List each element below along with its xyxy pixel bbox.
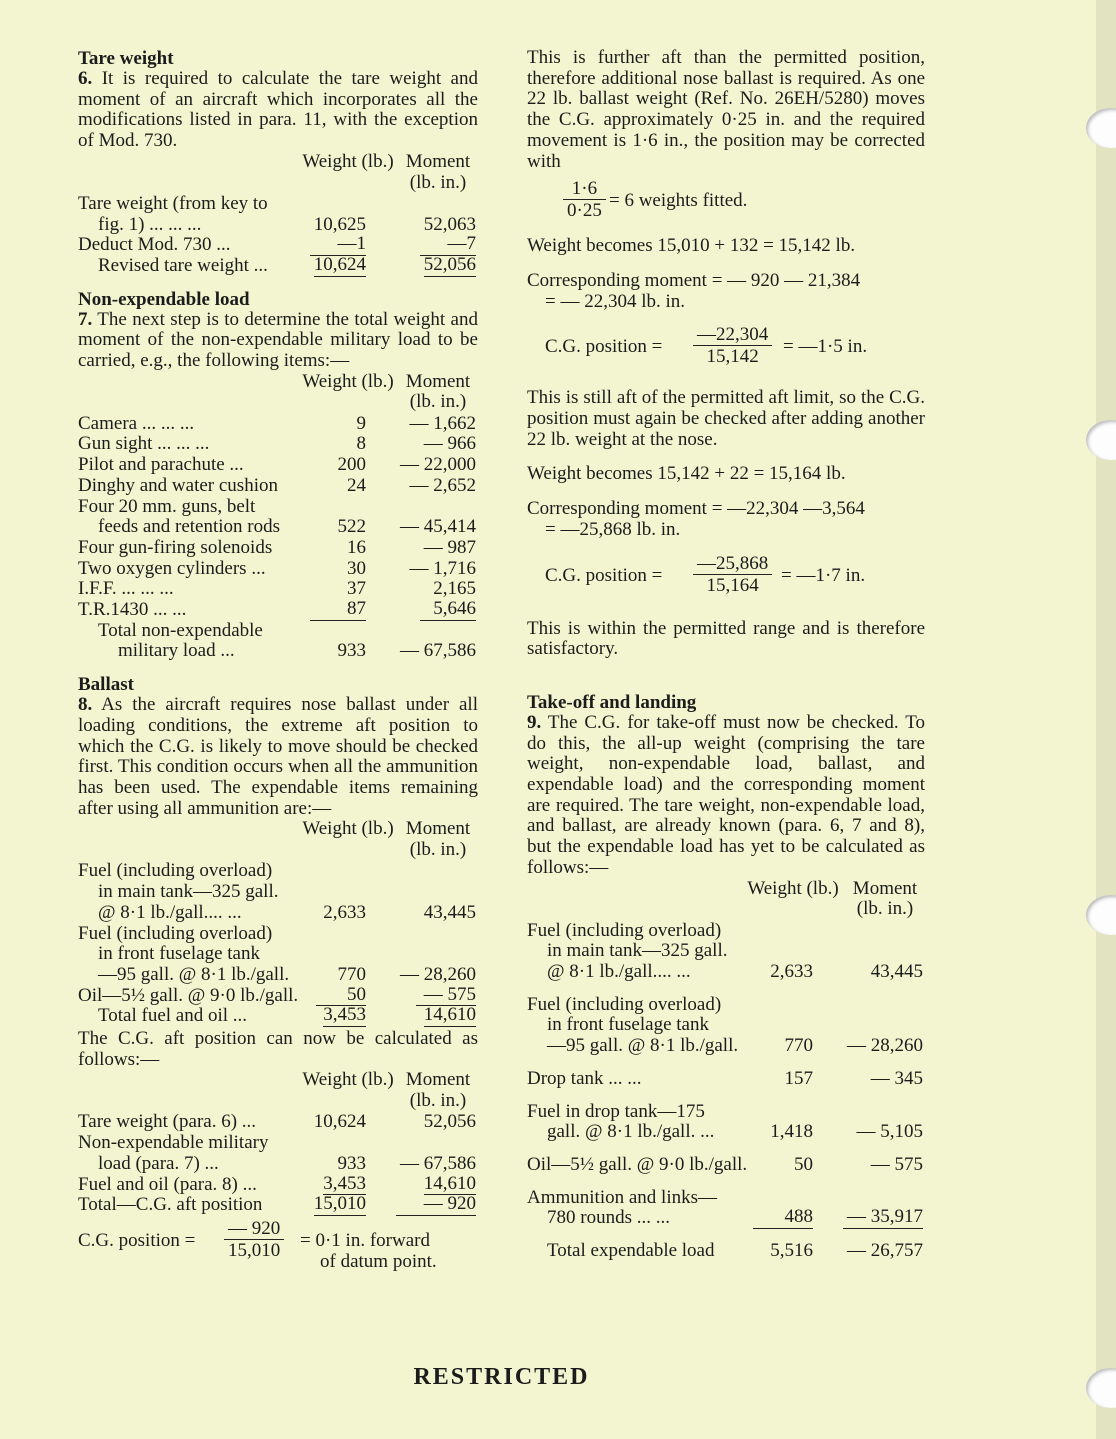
row-label: in main tank—325 gall. <box>547 940 728 962</box>
weight-column-header: Weight (lb.) <box>747 877 839 899</box>
row-label: in main tank—325 gall. <box>98 881 279 903</box>
moment-value: — 28,260 <box>847 1035 923 1057</box>
table-row <box>78 476 478 497</box>
table-row <box>78 1006 478 1027</box>
weights-fitted-result: = 6 weights fitted. <box>609 190 748 212</box>
weight-column-header: Weight (lb.) <box>302 1069 394 1091</box>
row-label: Fuel (including overload) <box>78 860 273 882</box>
row-label: Revised tare weight ... <box>98 254 268 276</box>
table-row <box>78 517 478 538</box>
page-edge-shadow <box>1096 0 1116 1439</box>
table-row <box>527 1069 925 1090</box>
row-label: Four 20 mm. guns, belt <box>78 495 256 517</box>
paragraph-9 <box>527 713 925 879</box>
weight-value: 10,624 <box>313 1111 366 1133</box>
row-label: —95 gall. @ 8·1 lb./gall. <box>547 1035 739 1057</box>
weight-value: 15,010 <box>313 1193 366 1215</box>
moment-value: 52,056 <box>423 1111 476 1133</box>
row-label: Fuel (including overload) <box>78 922 273 944</box>
cg-aft-position-table <box>78 1070 478 1216</box>
row-label: Two oxygen cylinders ... <box>78 557 266 579</box>
row-label: Pilot and parachute ... <box>78 454 244 476</box>
moment-column-header: Moment (lb. in.) <box>852 877 918 920</box>
table-row <box>78 621 478 642</box>
weight-becomes-1: Weight becomes 15,010 + 132 = 15,142 lb. <box>527 235 856 257</box>
moment-value: —7 <box>420 234 476 256</box>
table-row <box>78 944 478 965</box>
weight-column-header: Weight (lb.) <box>302 818 394 840</box>
weight-value: 37 <box>347 578 366 600</box>
table-row <box>78 1112 478 1133</box>
paragraph-number: 8. <box>78 694 93 716</box>
paragraph-text: As the aircraft requires nose ballast under all loading conditions, the extreme aft position to which the C.G. is likely to move should be checked first. This condition occurs when all the ammunition has been used. The expendable items remaining after using all ammunition are:— <box>78 694 478 819</box>
moment-column-header: Moment (lb. in.) <box>405 370 471 413</box>
weight-value: 1,418 <box>770 1121 813 1143</box>
weight-value: 770 <box>784 1035 813 1057</box>
moment-value: 14,610 <box>423 1004 476 1026</box>
moment-column-header: Moment (lb. in.) <box>405 818 471 861</box>
moment-value: — 2,652 <box>409 474 476 496</box>
corresponding-moment-2: Corresponding moment = —22,304 —3,564 <box>527 498 865 520</box>
weight-value: 2,633 <box>770 960 813 982</box>
table-row <box>78 861 478 882</box>
table-row <box>78 882 478 903</box>
table-row <box>527 1015 925 1036</box>
paragraph-number: 6. <box>78 68 93 89</box>
row-label: Total non-expendable <box>98 619 263 641</box>
weight-value: 9 <box>356 412 366 434</box>
table-row <box>527 1155 925 1176</box>
fraction-denominator: 15,010 <box>228 1239 281 1261</box>
moment-value: — 575 <box>870 1153 923 1175</box>
punch-hole <box>1086 108 1116 148</box>
table-row <box>78 434 478 455</box>
weight-value: 24 <box>347 474 366 496</box>
row-label: Drop tank ... ... <box>527 1067 642 1089</box>
cg-result-continued: of datum point. <box>320 1250 437 1272</box>
row-label: Tare weight (from key to <box>78 192 268 214</box>
table-row <box>78 559 478 580</box>
right-column <box>527 48 925 1262</box>
row-label: feeds and retention rods <box>98 516 281 538</box>
table-row <box>527 995 925 1016</box>
table-row <box>78 579 478 600</box>
table-row <box>527 1036 925 1057</box>
cg-label: C.G. position = <box>78 1229 196 1251</box>
row-label: Deduct Mod. 730 ... <box>78 234 231 256</box>
table-row <box>78 1154 478 1175</box>
weight-value: 770 <box>337 963 366 985</box>
moment-value: — 45,414 <box>400 516 476 538</box>
weight-value: 87 <box>310 599 366 621</box>
weight-value: 157 <box>784 1067 813 1089</box>
row-label: Gun sight ... ... ... <box>78 433 210 455</box>
moment-value: — 67,586 <box>400 1152 476 1174</box>
row-label: Non-expendable military <box>78 1132 269 1154</box>
row-label: in front fuselage tank <box>98 943 260 965</box>
row-label: fig. 1) ... ... ... <box>98 213 202 235</box>
security-classification-footer: RESTRICTED <box>413 1364 590 1390</box>
fraction-denominator: 15,142 <box>706 346 759 368</box>
table-row <box>78 965 478 986</box>
row-label: Total expendable load <box>547 1240 715 1262</box>
weight-value: 200 <box>337 454 366 476</box>
weight-column-header: Weight (lb.) <box>302 370 394 392</box>
table-header <box>78 372 478 414</box>
weight-value: 933 <box>337 1152 366 1174</box>
row-label: Fuel and oil (para. 8) ... <box>78 1173 257 1195</box>
corresponding-moment-1: Corresponding moment = — 920 — 21,384 <box>527 269 861 291</box>
fraction-numerator: — 920 <box>224 1218 284 1240</box>
table-row <box>527 1122 925 1143</box>
paragraph-7 <box>78 310 478 372</box>
moment-value: — 5,105 <box>856 1121 923 1143</box>
moment-value: — 28,260 <box>400 963 476 985</box>
table-row <box>527 1241 925 1262</box>
section-heading-take-off-and-landing: Take-off and landing <box>527 691 697 713</box>
table-row <box>78 455 478 476</box>
row-label: Ammunition and links— <box>527 1186 717 1208</box>
non-expendable-load-table <box>78 372 478 662</box>
row-label: @ 8·1 lb./gall.... ... <box>547 960 691 982</box>
fraction-denominator: 15,164 <box>706 574 759 596</box>
moment-value: — 1,716 <box>409 557 476 579</box>
table-row <box>527 1188 925 1209</box>
cg-fraction <box>693 553 772 596</box>
cg-aft-intro: The C.G. aft position can now be calculated as follows:— <box>78 1028 478 1070</box>
row-label: Dinghy and water cushion <box>78 474 278 496</box>
table-row <box>78 1195 478 1216</box>
moment-value: 43,445 <box>870 960 923 982</box>
section-heading-tare-weight: Tare weight <box>78 48 174 69</box>
paragraph-8 <box>78 695 478 819</box>
fraction-denominator: 0·25 <box>567 200 602 222</box>
weight-value: 522 <box>337 516 366 538</box>
weight-value: 50 <box>316 985 366 1007</box>
cg-position-calculation-1 <box>545 324 925 370</box>
weight-value: 50 <box>794 1153 813 1175</box>
table-row <box>78 215 478 236</box>
table-row <box>527 962 925 983</box>
row-label: Fuel (including overload) <box>527 993 722 1015</box>
table-row <box>78 1172 478 1196</box>
moment-value: 52,063 <box>423 213 476 235</box>
row-label: @ 8·1 lb./gall.... ... <box>98 901 242 923</box>
punch-hole <box>1086 1368 1116 1408</box>
moment-value: — 987 <box>423 536 476 558</box>
table-row <box>78 600 478 621</box>
table-row <box>527 921 925 942</box>
moment-value: 14,610 <box>423 1172 476 1194</box>
cg-result: = 0·1 in. forward <box>300 1229 430 1251</box>
paragraph-text: The C.G. for take-off must now be checked. To do this, the all-up weight (comprising the tare weight, non-expendable load, ballast, and expendable load) and the corresponding moment are required. The tare weight, non-expendable load, and ballast, are already known (para. 6, 7 and 8), but the expendable load has yet to be calculated as follows:— <box>527 711 925 878</box>
expendable-load-table <box>527 879 925 1262</box>
expendable-items-table <box>78 819 478 1027</box>
left-column <box>78 48 478 1272</box>
row-label: Oil—5½ gall. @ 9·0 lb./gall. <box>527 1153 748 1175</box>
moment-value: — 345 <box>870 1067 923 1089</box>
weight-value: 3,453 <box>323 1172 366 1194</box>
weight-column-header: Weight (lb.) <box>302 150 394 172</box>
table-row <box>78 414 478 435</box>
table-header <box>527 879 925 921</box>
row-label: Oil—5½ gall. @ 9·0 lb./gall. <box>78 984 299 1006</box>
row-label: gall. @ 8·1 lb./gall. ... <box>547 1121 715 1143</box>
weight-value: 10,625 <box>313 213 366 235</box>
weight-value: 2,633 <box>323 901 366 923</box>
weight-value: 5,516 <box>770 1240 813 1262</box>
fraction-numerator: —25,868 <box>693 553 772 575</box>
moment-value: — 966 <box>423 433 476 455</box>
corresponding-moment-1-result: = — 22,304 lb. in. <box>545 290 686 312</box>
table-row <box>78 641 478 662</box>
paragraph-6 <box>78 69 478 152</box>
cg-result: = —1·7 in. <box>781 564 866 586</box>
table-header <box>78 1070 478 1112</box>
weight-value: 488 <box>753 1207 813 1229</box>
weights-fitted-calculation <box>563 178 925 224</box>
row-label: load (para. 7) ... <box>98 1152 219 1174</box>
row-label: I.F.F. ... ... ... <box>78 578 174 600</box>
cg-fraction <box>224 1218 284 1261</box>
cg-label: C.G. position = <box>545 564 663 586</box>
moment-value: 43,445 <box>423 901 476 923</box>
weight-value: 8 <box>356 433 366 455</box>
weight-value: 16 <box>347 536 366 558</box>
moment-value: — 26,757 <box>847 1240 923 1262</box>
moment-value: 2,165 <box>433 578 476 600</box>
still-aft-text: This is still aft of the permitted aft limit, so the C.G. position must again be checked after adding another 22 lb. weight at the nose. <box>527 387 925 450</box>
paragraph-number: 9. <box>527 711 542 733</box>
within-range-text: This is within the permitted range and is therefore satisfactory. <box>527 617 925 660</box>
table-row <box>527 1208 925 1229</box>
section-heading-non-expendable-load: Non-expendable load <box>78 288 250 310</box>
table-header <box>78 152 478 194</box>
row-label: Camera ... ... ... <box>78 412 195 434</box>
table-row <box>78 194 478 215</box>
moment-column-header: Moment (lb. in.) <box>405 1069 471 1112</box>
row-label: Total fuel and oil ... <box>98 1005 248 1027</box>
fraction-numerator: —22,304 <box>693 324 772 346</box>
table-row <box>78 903 478 924</box>
table-row <box>78 538 478 559</box>
row-label: military load ... <box>118 640 235 662</box>
weight-value: 30 <box>347 557 366 579</box>
tare-weight-table <box>78 152 478 277</box>
weight-value: 933 <box>337 640 366 662</box>
weight-becomes-2: Weight becomes 15,142 + 22 = 15,164 lb. <box>527 463 846 485</box>
moment-value: 52,056 <box>423 253 476 275</box>
row-label: T.R.1430 ... ... <box>78 599 187 621</box>
row-label: Tare weight (para. 6) ... <box>78 1111 257 1133</box>
cg-label: C.G. position = <box>545 336 663 358</box>
cg-result: = —1·5 in. <box>783 336 868 358</box>
moment-value: — 1,662 <box>409 412 476 434</box>
moment-value: 5,646 <box>420 599 476 621</box>
table-row <box>78 235 478 256</box>
weights-fraction <box>563 178 606 221</box>
corresponding-moment-2-result: = —25,868 lb. in. <box>545 518 681 540</box>
moment-value: — 22,000 <box>400 454 476 476</box>
paragraph-number: 7. <box>78 308 93 330</box>
moment-value: — 67,586 <box>400 640 476 662</box>
section-heading-ballast: Ballast <box>78 674 134 696</box>
punch-hole <box>1086 895 1116 935</box>
moment-column-header: Moment (lb. in.) <box>405 150 471 193</box>
punch-hole <box>1086 420 1116 460</box>
table-row <box>78 1133 478 1154</box>
row-label: 780 rounds ... ... <box>547 1207 670 1229</box>
weight-value: 10,624 <box>313 253 366 275</box>
table-row <box>527 1102 925 1123</box>
table-row <box>78 924 478 945</box>
cg-position-calculation <box>78 1217 478 1272</box>
paragraph-text: It is required to calculate the tare weight and moment of an aircraft which incorporates all the modifications listed in para. 11, with the exception of Mod. 730. <box>78 68 478 152</box>
row-label: in front fuselage tank <box>547 1014 709 1036</box>
table-row <box>78 983 478 1007</box>
row-label: Fuel in drop tank—175 <box>527 1100 705 1122</box>
moment-value: — 920 <box>396 1194 476 1216</box>
moment-value: — 575 <box>416 985 476 1007</box>
table-row <box>78 253 478 277</box>
weight-value: 3,453 <box>323 1004 366 1026</box>
weight-value: —1 <box>310 234 366 256</box>
cg-position-calculation-2 <box>545 553 925 599</box>
fraction-numerator: 1·6 <box>563 178 606 200</box>
row-label: Fuel (including overload) <box>527 919 722 941</box>
cg-fraction <box>693 324 772 367</box>
table-header <box>78 819 478 861</box>
row-label: —95 gall. @ 8·1 lb./gall. <box>98 963 290 985</box>
row-label: Four gun-firing solenoids <box>78 536 273 558</box>
paragraph-text: The next step is to determine the total weight and moment of the non-expendable military load to be carried, e.g., the following items:— <box>78 308 478 372</box>
moment-value: — 35,917 <box>843 1207 923 1229</box>
table-row <box>78 497 478 518</box>
table-row <box>527 941 925 962</box>
ballast-correction-text: This is further aft than the permitted position, therefore additional nose ballast is required. As one 22 lb. ballast weight (Ref. No. 26EH/5280) moves the C.G. approximately 0·25 in. and the required movement is 1·6 in., the position may be corrected with <box>527 47 925 172</box>
row-label: Total—C.G. aft position <box>78 1194 263 1216</box>
